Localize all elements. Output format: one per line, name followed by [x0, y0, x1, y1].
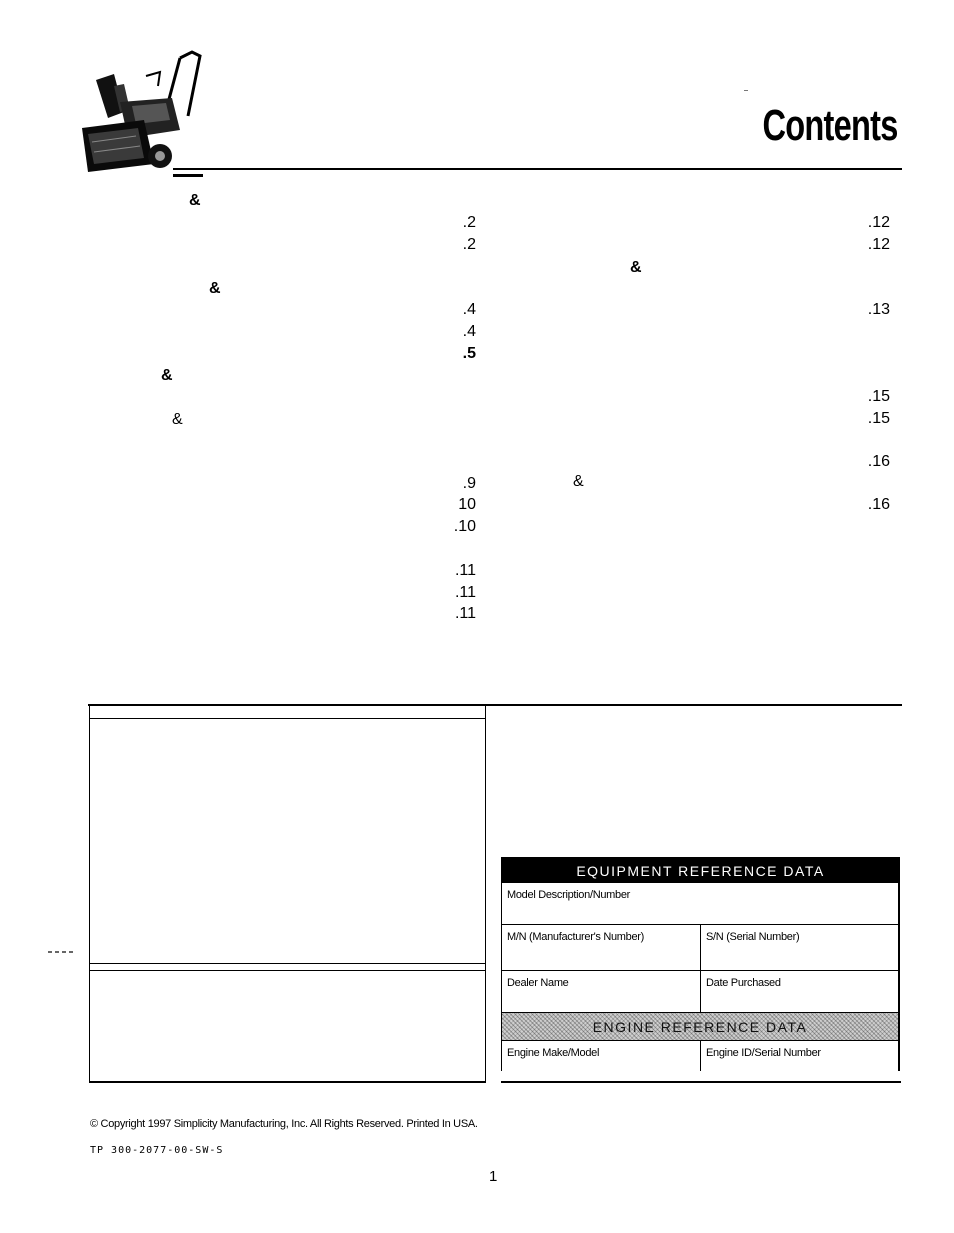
toc-left-page-11: .11 [454, 605, 476, 622]
left-box-border-left [89, 706, 90, 1082]
toc-left-page-9: .11 [454, 562, 476, 579]
part-number: TP 300-2077-00-SW-S [90, 1145, 224, 1156]
toc-left-page-6: .9 [462, 475, 476, 492]
toc-left-page-10: .11 [454, 584, 476, 601]
left-box-divider-top [90, 718, 486, 719]
toc-right-page-1: .12 [867, 214, 890, 231]
date-purchased-field[interactable]: Date Purchased [700, 971, 898, 1012]
print-speck [744, 90, 748, 91]
snowthrower-icon [80, 46, 206, 176]
toc-left-page-3: .4 [462, 301, 476, 318]
header-rule [173, 168, 902, 170]
manufacturer-number-field[interactable]: M/N (Manufacturer's Number) [507, 931, 645, 943]
engine-make-model-field[interactable]: Engine Make/Model [507, 1047, 600, 1059]
reference-table-bottom-rule [501, 1081, 901, 1083]
page-title: Contents [762, 101, 898, 150]
toc-right-page-7: .16 [867, 496, 890, 513]
toc-left-page-4: .4 [462, 323, 476, 340]
toc-left-ampersand-1: & [189, 192, 201, 209]
engine-row [501, 1041, 900, 1071]
toc-right-ampersand-2: & [573, 473, 584, 490]
toc-right-page-6: .16 [867, 453, 890, 470]
serial-number-field[interactable]: S/N (Serial Number) [700, 925, 898, 970]
toc-left-page-2: .2 [462, 236, 476, 253]
model-row [501, 883, 900, 925]
engine-id-serial-field[interactable]: Engine ID/Serial Number [700, 1041, 898, 1071]
dealer-date-row [501, 971, 900, 1013]
toc-left-ampersand-2: & [209, 280, 221, 297]
header-rule-accent [173, 174, 203, 177]
left-box-divider-middle-2 [90, 970, 486, 971]
dealer-name-field[interactable]: Dealer Name [507, 977, 569, 989]
equipment-reference-header: EQUIPMENT REFERENCE DATA [501, 857, 900, 883]
toc-right-page-4: .15 [867, 388, 890, 405]
margin-speckle [48, 951, 74, 953]
toc-left-page-5: .5 [462, 345, 476, 362]
left-box-border-bottom [89, 1081, 486, 1083]
toc-right-page-3: .13 [867, 301, 890, 318]
toc-left-page-1: .2 [462, 214, 476, 231]
toc-right-ampersand-1: & [630, 259, 642, 276]
model-description-field[interactable]: Model Description/Number [507, 889, 631, 901]
reference-data-table [501, 857, 900, 1071]
toc-left-ampersand-3: & [161, 367, 173, 384]
left-box-divider-middle [90, 963, 486, 964]
toc-left-page-7: 10 [458, 496, 476, 513]
section-rule [88, 704, 902, 706]
engine-reference-header: ENGINE REFERENCE DATA [501, 1013, 900, 1041]
copyright-notice: © Copyright 1997 Simplicity Manufacturing, Inc. All Rights Reserved. Printed In USA. [90, 1118, 478, 1130]
mn-sn-row [501, 925, 900, 971]
left-box-border-right [485, 706, 486, 1082]
toc-right-page-2: .12 [867, 236, 890, 253]
toc-left-ampersand-4: & [172, 411, 183, 428]
toc-right-page-5: .15 [867, 410, 890, 427]
page-number: 1 [489, 1168, 498, 1185]
toc-left-page-8: .10 [453, 518, 476, 535]
